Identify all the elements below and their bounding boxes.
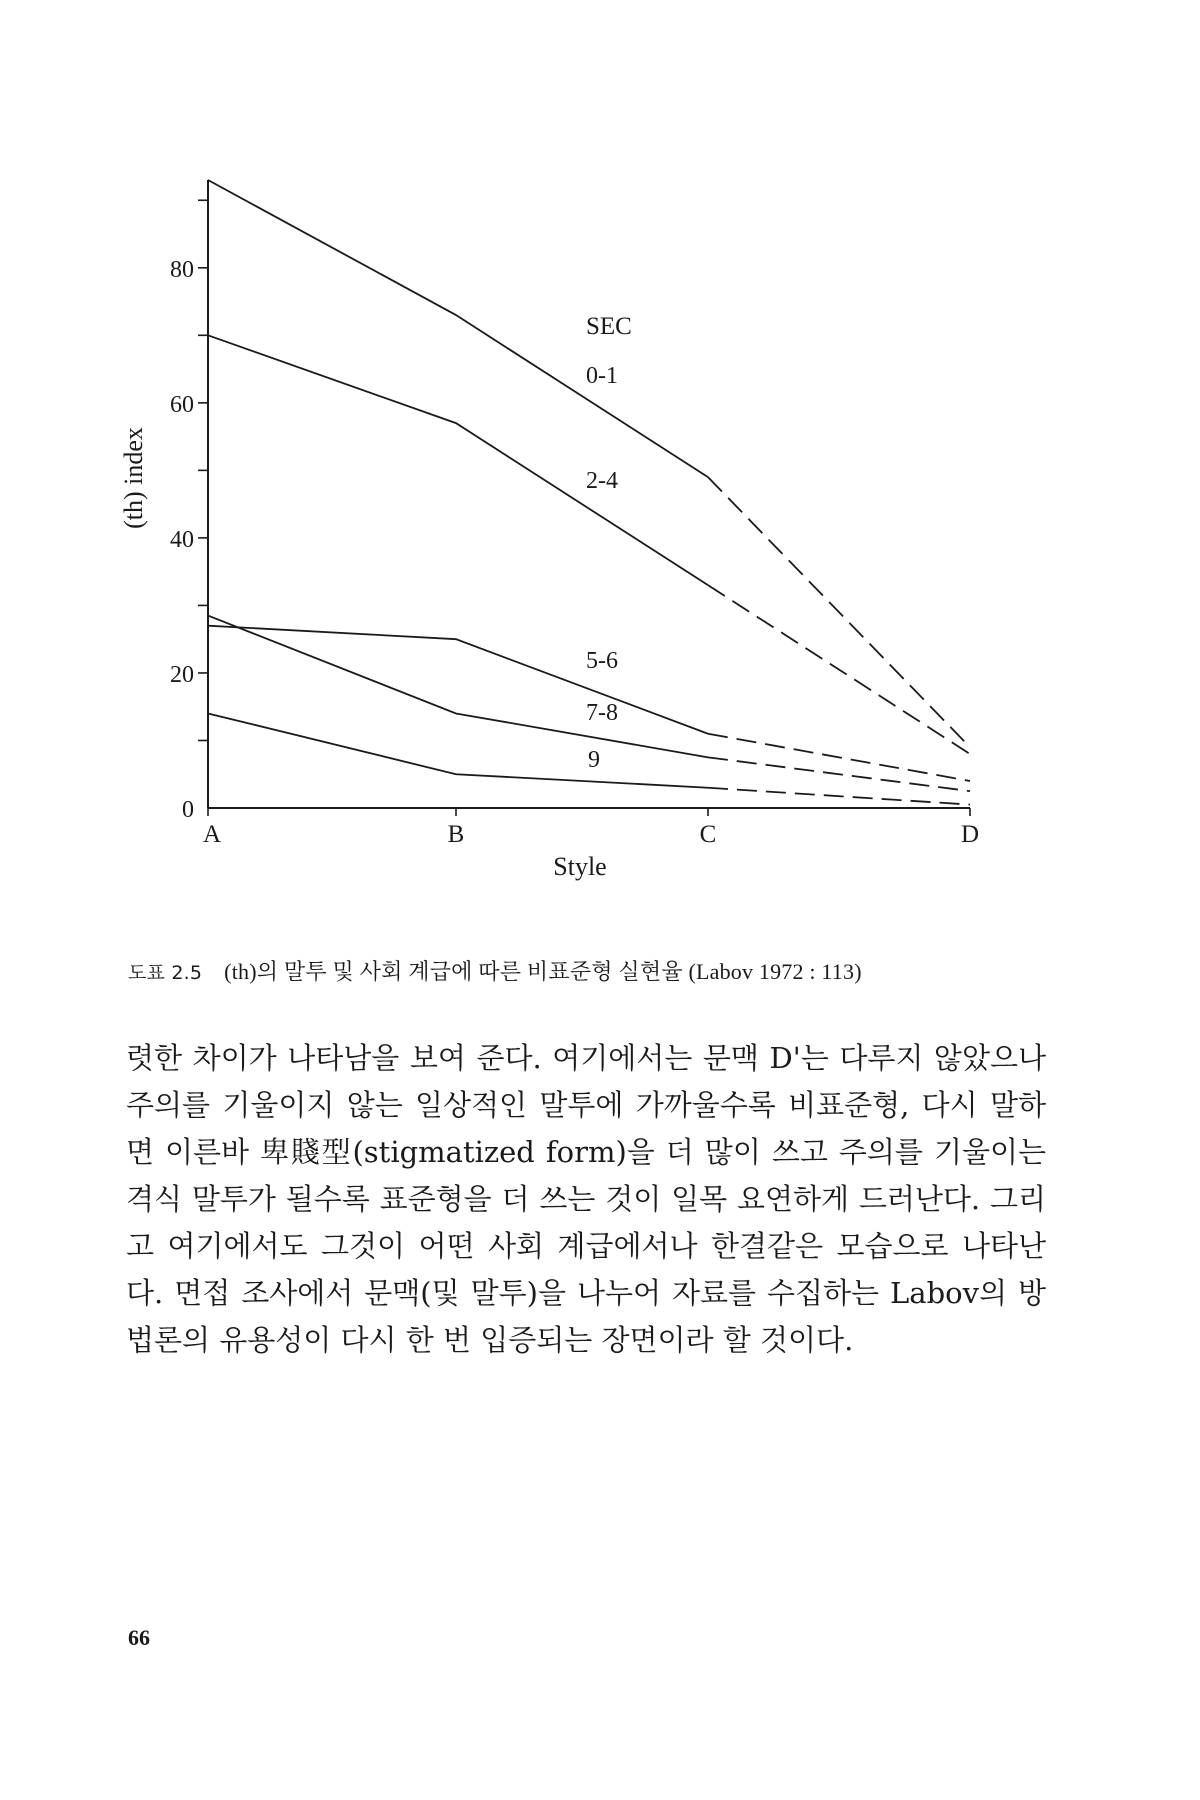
y-tick-label: 40 (170, 526, 194, 553)
series-line-dashed (708, 788, 970, 805)
series-line-dashed (708, 585, 970, 754)
series-line-dashed (708, 757, 970, 791)
series-label: 0-1 (586, 363, 618, 389)
x-axis-label: Style (553, 852, 607, 881)
y-tick-label: 80 (170, 256, 194, 283)
y-axis-label: (th) index (119, 427, 148, 529)
series-labels (586, 363, 618, 773)
x-tick-label: A (202, 821, 222, 848)
paragraph-text: 렷한 차이가 나타남을 보여 준다. 여기에서는 문맥 D'는 다루지 않았으나 주의를 기울이지 않는 일상적인 말투에 가까울수록 비표준형, 다시 말하면 이른바 卑賤型(stigmatized form)을 더 많이 쓰고 주의를 기울이는 격식 말투가 될수록 표준형을 더 쓰는 것이 일목 요연하게 드러난다. 그리고 여기에서도 그것이 어떤 사회 계급에서나 한결같은 모습으로 나타난다. 면접 조사에서 문맥(및 말투)을 나누어 자료를 수집하는 Labov의 방법론의 유용성이 다시 한 번 입증되는 장면이라 할 것이다. (126, 1041, 1046, 1357)
series-line-solid (208, 713, 708, 787)
figure-caption (128, 955, 1088, 986)
body-paragraph (126, 1035, 1046, 1364)
series-line-solid (208, 335, 708, 585)
x-tick-label: B (447, 821, 465, 848)
y-tick-label: 20 (170, 661, 194, 688)
y-tick-label: 60 (170, 391, 194, 418)
series-label: 7-8 (586, 700, 618, 726)
series-line-solid (208, 616, 708, 758)
figure-caption-text: (th)의 말투 및 사회 계급에 따른 비표준형 실현율 (Labov 1972 : 113) (224, 959, 862, 984)
legend-title: SEC (586, 313, 632, 340)
x-tick-label: D (960, 821, 980, 848)
y-tick-label: 0 (182, 797, 194, 823)
figure-label: 도표 2.5 (128, 962, 203, 984)
series-line-solid (208, 626, 708, 734)
series-label: 2-4 (586, 468, 618, 494)
series-label: 9 (588, 747, 600, 773)
y-ticks (170, 200, 979, 848)
series-line-dashed (708, 477, 970, 747)
x-tick-label: C (699, 821, 717, 848)
series-line-solid (208, 180, 708, 477)
page-number: 66 (128, 1625, 150, 1650)
series-label: 5-6 (586, 648, 618, 674)
